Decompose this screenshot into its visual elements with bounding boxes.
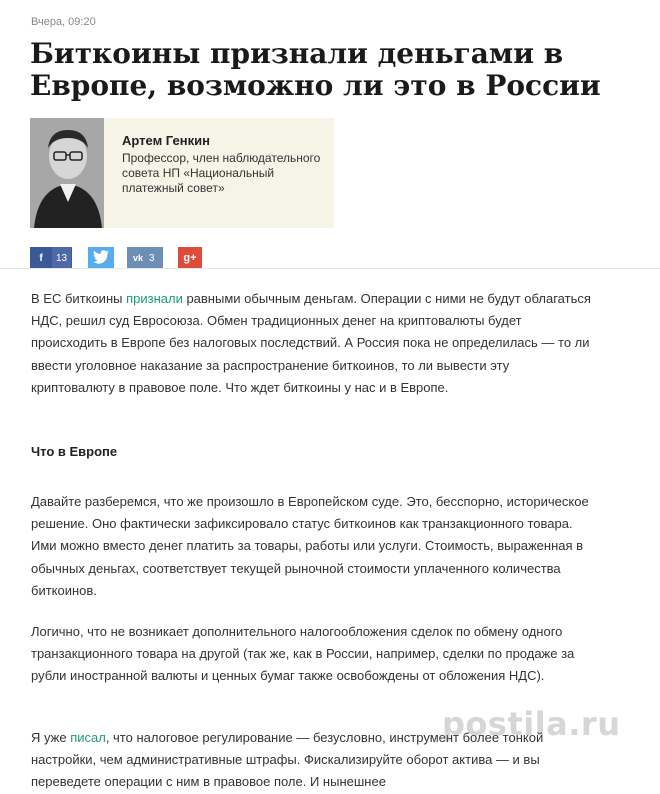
twitter-icon <box>93 250 109 267</box>
article-title: Биткоины признали деньгами в Европе, возможно ли это в России <box>30 37 601 102</box>
googleplus-icon: g+ <box>183 252 197 264</box>
section-heading: Что в Европе <box>31 444 118 459</box>
vk-share-count: 3 <box>149 252 155 264</box>
twitter-share-button[interactable] <box>88 247 114 269</box>
paragraph-text: , что налоговое регулирование — безусловно, инструмент более тонкой настройки, чем административные штрафы. Фискализируйте оборот актива — и вы переведете операции с ним в правовое поле. И нынешнее <box>31 730 544 790</box>
facebook-share-button[interactable] <box>30 247 72 269</box>
author-photo <box>30 118 104 228</box>
author-description: Профессор, член наблюдательного совета НП «Национальный платежный совет» <box>122 151 321 195</box>
paragraph-taxation: Логично, что не возникает дополнительного налогообложения сделок по обмену одного транзакционного товара на другой (так же, как в России, например, сделки по продаже за рубли иностранной валюты и ценных бумаг также освобождены от обложения НДС). <box>31 624 575 684</box>
paragraph-europe: Давайте разберемся, что же произошло в Европейском суде. Это, бесспорно, историческое решение. Оно фактически зафиксировало статус биткоинов как транзакционного товара. Ими можно вместо денег платить за товары, работы или услуги. Стоимость, выраженная в обычных деньгах, соответствует текущей рыночной стоимости уплаченного количества биткоинов. <box>31 494 589 598</box>
author-card[interactable] <box>30 118 334 228</box>
paragraph-text: равными обычным деньгам. Операции с ними не будут облагаться НДС, решил суд Евросоюза. Обмен традиционных денег на криптовалюты будет происходить в Европе без налоговых последствий. А Россия пока не определилась — то ли ввести уголовное наказание за распространение биткоинов, то ли вывести эту криптовалюту в правовое поле. Что ждет биткоины у нас и в Европе. <box>31 291 591 395</box>
paragraph-text: В ЕС биткоины <box>31 291 127 306</box>
vk-icon: vk <box>132 253 143 263</box>
googleplus-share-button[interactable] <box>178 247 202 269</box>
link-pisal[interactable]: писал <box>70 730 106 745</box>
facebook-share-count: 13 <box>52 247 71 269</box>
vk-share-button[interactable] <box>127 247 163 269</box>
paragraph-intro <box>31 288 591 421</box>
divider <box>0 268 660 269</box>
link-priznali[interactable]: признали <box>126 291 183 306</box>
paragraph-text: Я уже <box>31 730 71 745</box>
publish-timestamp: Вчера, 09:20 <box>31 16 96 28</box>
author-name[interactable]: Артем Генкин <box>122 133 210 148</box>
facebook-icon: f <box>39 252 43 264</box>
watermark: postila.ru <box>442 705 621 743</box>
